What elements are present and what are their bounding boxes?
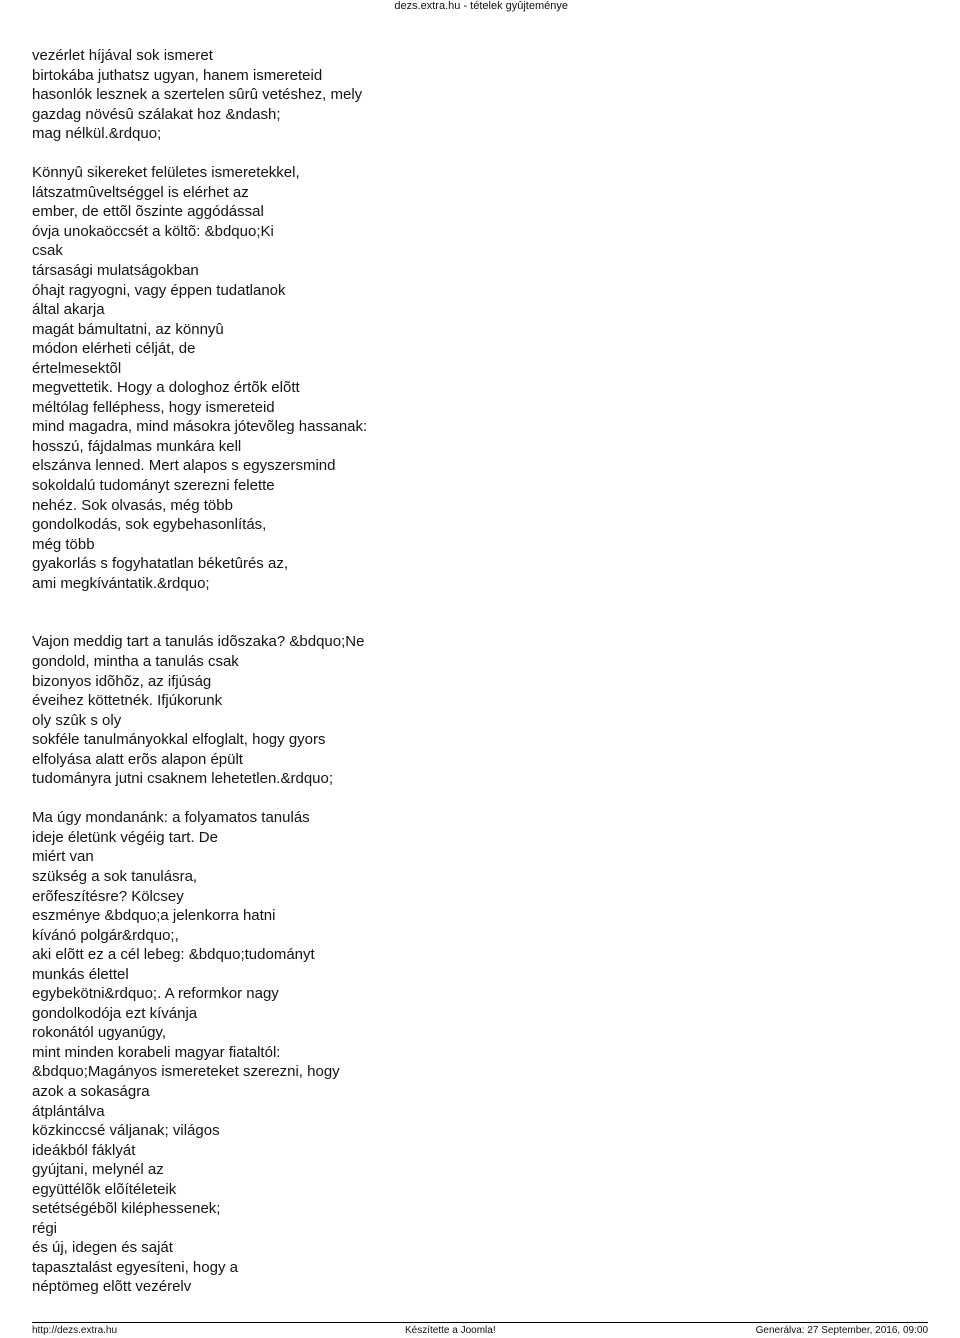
- footer-generated-date: Generálva: 27 September, 2016, 09:00: [755, 1325, 928, 1336]
- footer-credit: Készítette a Joomla!: [405, 1325, 496, 1336]
- paragraph-2: [32, 163, 932, 593]
- text-line: Vajon meddig tart a tanulás idõszaka? &bdquo;Ne: [32, 633, 365, 651]
- text-line: azok a sokaságra: [32, 1082, 150, 1100]
- footer-divider: [32, 1322, 928, 1323]
- text-line: ideje életünk végéig tart. De: [32, 828, 218, 846]
- text-line: éveihez köttetnék. Ifjúkorunk: [32, 692, 223, 710]
- text-line: mind magadra, mind másokra jótevõleg hassanak:: [32, 418, 368, 436]
- text-line: módon elérheti célját, de: [32, 340, 196, 358]
- text-line: ember, de ettõl õszinte aggódással: [32, 203, 264, 221]
- text-line: nehéz. Sok olvasás, még több: [32, 496, 233, 514]
- paragraph-3: [32, 632, 932, 788]
- text-line: hasonlók lesznek a szertelen sûrû vetéshez, mely: [32, 86, 363, 104]
- text-line: hosszú, fájdalmas munkára kell: [32, 437, 242, 455]
- text-line: gondolkodója ezt kívánja: [32, 1004, 198, 1022]
- text-line: oly szûk s oly: [32, 711, 122, 729]
- text-line: bizonyos idõhõz, az ifjúság: [32, 672, 212, 690]
- text-line: gondold, mintha a tanulás csak: [32, 652, 239, 670]
- text-line: átplántálva: [32, 1102, 105, 1120]
- text-line: ami megkívántatik.&rdquo;: [32, 574, 210, 592]
- text-line: közkinccsé váljanak; világos: [32, 1122, 220, 1140]
- text-line: méltólag felléphess, hogy ismereteid: [32, 398, 275, 416]
- text-line: sokoldalú tudományt szerezni felette: [32, 477, 275, 495]
- text-line: erõfeszítésre? Kölcsey: [32, 887, 184, 905]
- text-line: csak: [32, 242, 63, 260]
- text-line: Ma úgy mondanánk: a folyamatos tanulás: [32, 809, 310, 827]
- paragraph-spacer: [32, 144, 932, 164]
- text-line: ideákból fáklyát: [32, 1141, 136, 1159]
- text-line: óvja unokaöccsét a költõ: &bdquo;Ki: [32, 222, 274, 240]
- text-line: Könnyû sikereket felületes ismeretekkel,: [32, 164, 300, 182]
- paragraph-spacer: [32, 789, 932, 809]
- text-line: kívánó polgár&rdquo;,: [32, 926, 179, 944]
- text-line: még több: [32, 535, 95, 553]
- page-footer: [0, 1322, 960, 1338]
- text-line: régi: [32, 1219, 58, 1237]
- text-line: miért van: [32, 848, 94, 866]
- paragraph-spacer: [32, 593, 932, 632]
- text-line: setétségébõl kiléphessenek;: [32, 1200, 221, 1218]
- text-line: szükség a sok tanulásra,: [32, 867, 198, 885]
- text-line: megvettetik. Hogy a dologhoz értõk elõtt: [32, 379, 300, 397]
- text-line: sokféle tanulmányokkal elfoglalt, hogy gyors: [32, 731, 326, 749]
- text-line: gyújtani, melynél az: [32, 1161, 164, 1179]
- footer-url-link[interactable]: http://dezs.extra.hu: [32, 1325, 118, 1336]
- text-line: értelmesektõl: [32, 359, 122, 377]
- text-line: &bdquo;Magányos ismereteket szerezni, hogy: [32, 1063, 340, 1081]
- text-line: együttélõk elõítéleteik: [32, 1180, 177, 1198]
- text-line: rokonától ugyanúgy,: [32, 1024, 166, 1042]
- text-line: magát bámultatni, az könnyû: [32, 320, 224, 338]
- paragraph-4: [32, 808, 932, 1297]
- text-line: elfolyása alatt erõs alapon épült: [32, 750, 243, 768]
- text-line: tapasztalást egyesíteni, hogy a: [32, 1258, 238, 1276]
- text-line: és új, idegen és saját: [32, 1239, 173, 1257]
- text-line: birtokába juthatsz ugyan, hanem ismereteid: [32, 66, 323, 84]
- text-line: látszatmûveltséggel is elérhet az: [32, 183, 249, 201]
- text-line: néptömeg elõtt vezérelv: [32, 1278, 192, 1296]
- text-line: által akarja: [32, 301, 105, 319]
- page-header: dezs.extra.hu - tételek gyûjteménye: [394, 0, 568, 12]
- text-line: munkás élettel: [32, 965, 129, 983]
- text-line: elszánva lenned. Mert alapos s egyszersmind: [32, 457, 336, 475]
- text-line: vezérlet híjával sok ismeret: [32, 47, 213, 64]
- text-line: gyakorlás s fogyhatatlan béketûrés az,: [32, 555, 288, 573]
- text-line: mint minden korabeli magyar fiataltól:: [32, 1043, 281, 1061]
- text-line: tudományra jutni csaknem lehetetlen.&rdquo;: [32, 770, 334, 788]
- text-line: mag nélkül.&rdquo;: [32, 125, 162, 143]
- text-line: gazdag növésû szálakat hoz &ndash;: [32, 105, 281, 123]
- document-body: [32, 46, 932, 1297]
- text-line: társasági mulatságokban: [32, 262, 199, 280]
- text-line: egybekötni&rdquo;. A reformkor nagy: [32, 985, 279, 1003]
- text-line: eszménye &bdquo;a jelenkorra hatni: [32, 907, 276, 925]
- text-line: óhajt ragyogni, vagy éppen tudatlanok: [32, 281, 286, 299]
- text-line: gondolkodás, sok egybehasonlítás,: [32, 516, 267, 534]
- text-line: aki elõtt ez a cél lebeg: &bdquo;tudományt: [32, 946, 315, 964]
- paragraph-1: [32, 46, 932, 144]
